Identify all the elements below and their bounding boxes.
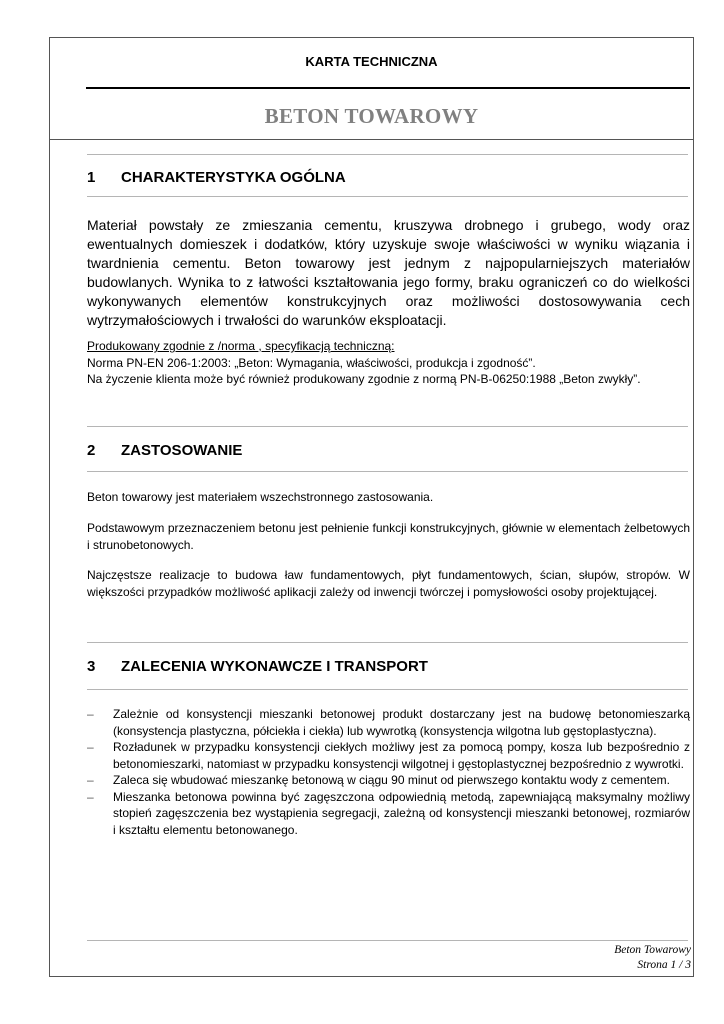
list-item	[87, 772, 690, 789]
norm-heading: Produkowany zgodnie z /norma , specyfikacją techniczną:	[87, 339, 395, 353]
section-title: ZASTOSOWANIE	[121, 442, 243, 459]
list-item-text: Mieszanka betonowa powinna być zagęszczona odpowiednią metodą, zapewniającą maksymalny możliwy stopień zagęszczenia bez wystąpienia segregacji, zależną od konsystencji mieszanki betonowej, rozmiarów i kształtu elementu betonowanego.	[113, 789, 690, 837]
footer-doc-name: Beton Towarowy	[614, 944, 691, 956]
header-divider	[49, 139, 694, 140]
dash-icon: –	[87, 773, 94, 787]
section-title: ZALECENIA WYKONAWCZE I TRANSPORT	[121, 658, 428, 675]
section-number: 1	[87, 169, 96, 186]
norm-line: Norma PN-EN 206-1:2003: „Beton: Wymagania, właściwości, produkcja i zgodność”.	[87, 355, 536, 370]
list-item	[87, 739, 690, 772]
dash-icon: –	[87, 740, 94, 754]
divider	[87, 426, 688, 427]
paragraph: Najczęstsze realizacje to budowa ław fundamentowych, płyt fundamentowych, ścian, słupów, stropów. W większości przypadków możliwość aplikacji zależy od inwencji twórczej i pomysłowości osoby projektującej.	[87, 568, 690, 599]
list-item	[87, 789, 690, 839]
footer	[614, 943, 691, 973]
list-item-text: Rozładunek w przypadku konsystencji ciekłych możliwy jest za pomocą pompy, kosza lub bezpośrednio z betonomieszarki, natomiast w przypadku konsystencji wilgotnej i gęstoplastycznej bezpośrednio z wywrotki.	[113, 740, 690, 771]
divider	[87, 642, 688, 643]
paragraph: Podstawowym przeznaczeniem betonu jest pełnienie funkcji konstrukcyjnych, głównie w elementach żelbetowych i strunobetonowych.	[87, 521, 690, 552]
section-heading	[87, 442, 242, 459]
page-title: BETON TOWAROWY	[264, 104, 479, 128]
dash-icon: –	[87, 707, 94, 721]
norm-line: Na życzenie klienta może być również produkowany zgodnie z normą PN-B-06250:1988 „Beton zwykły”.	[87, 372, 641, 386]
paragraph: Beton towarowy jest materiałem wszechstronnego zastosowania.	[87, 490, 434, 504]
list-item-text: Zależnie od konsystencji mieszanki betonowej produkt dostarczany jest na budowę betonomieszarką (konsystencja plastyczna, półciekła i ciekła) lub wywrotką (konsystencja wilgotna lub gęstoplastyczna).	[113, 707, 690, 738]
divider	[87, 471, 688, 472]
header-label: KARTA TECHNICZNA	[305, 54, 438, 69]
divider	[87, 196, 688, 197]
section-body: Materiał powstały ze zmieszania cementu, kruszywa drobnego i grubego, wody oraz ewentualnych domieszek i dodatków, który uzyskuje swoje właściwości w wyniku wiązania i twardnienia cementu. Beton towarowy jest jednym z najpopularniejszych materiałów budowlanych. Wynika to z łatwości kształtowania jego formy, braku ograniczeń co do wielkości wykonywanych elementów konstrukcyjnych oraz możliwości dostosowywania cech wytrzymałościowych i trwałości do warunków eksploatacji.	[87, 217, 690, 328]
footer-divider	[87, 940, 688, 941]
section-heading	[87, 658, 428, 675]
list-item	[87, 706, 690, 739]
recommendations-list	[87, 706, 690, 838]
section-number: 3	[87, 658, 96, 675]
section-number: 2	[87, 442, 96, 459]
list-item-text: Zaleca się wbudować mieszankę betonową w ciągu 90 minut od pierwszego kontaktu wody z cementem.	[113, 773, 670, 787]
norm-block	[87, 338, 690, 388]
footer-page-number: Strona 1 / 3	[637, 959, 691, 971]
header-rule	[86, 87, 690, 89]
divider	[87, 154, 688, 155]
section-title: CHARAKTERYSTYKA OGÓLNA	[121, 169, 346, 186]
dash-icon: –	[87, 789, 94, 804]
divider	[87, 689, 688, 690]
section-heading	[87, 169, 346, 186]
